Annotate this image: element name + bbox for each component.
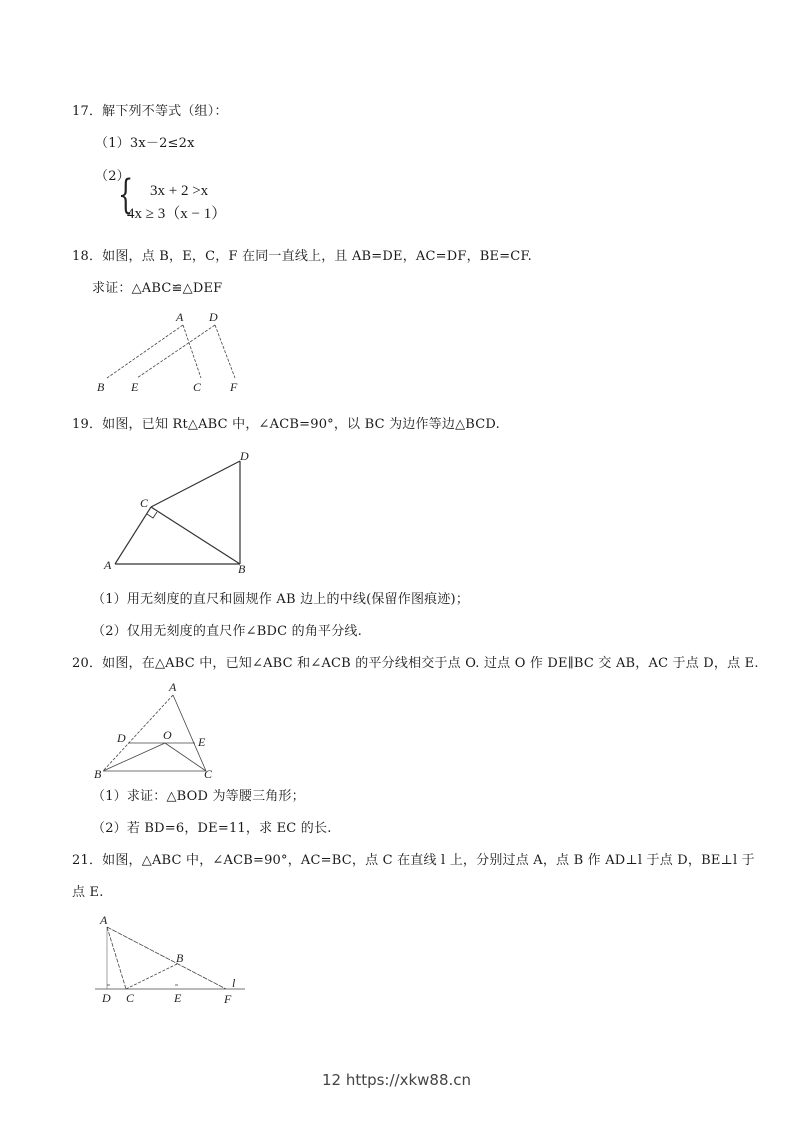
label-F: F bbox=[224, 992, 232, 1006]
label-A: A bbox=[104, 558, 112, 572]
q18-stem: 18．如图，点 B，E，C，F 在同一直线上，且 AB=DE，AC=DF，BE=CF. bbox=[72, 249, 532, 264]
q19-part2: （2）仅用无刻度的直尺作∠BDC 的角平分线. bbox=[92, 624, 362, 639]
page-footer bbox=[0, 1071, 793, 1089]
q21-stem-line1: 21．如图，△ABC 中，∠ACB=90°，AC=BC，点 C 在直线 l 上，分别过点 A，点 B 作 AD⊥l 于点 D，BE⊥l 于 bbox=[72, 853, 755, 868]
q18-figure bbox=[85, 305, 255, 400]
label-E: E bbox=[131, 380, 139, 394]
label-C: C bbox=[140, 496, 149, 510]
q17-system-eq2: 4x ≥ 3（x − 1） bbox=[127, 206, 227, 222]
label-D: D bbox=[117, 731, 126, 745]
label-B: B bbox=[97, 380, 105, 394]
q17-part1: （1）3x－2≤2x bbox=[95, 136, 195, 151]
label-C: C bbox=[204, 767, 213, 781]
q21-stem-line2: 点 E. bbox=[72, 885, 104, 900]
label-C: C bbox=[126, 991, 135, 1005]
q20-stem: 20．如图，在△ABC 中，已知∠ABC 和∠ACB 的平分线相交于点 O. 过点 O 作 DE∥BC 交 AB，AC 于点 D，点 E. bbox=[72, 656, 759, 671]
q19-part1: （1）用无刻度的直尺和圆规作 AB 边上的中线(保留作图痕迹)； bbox=[92, 592, 470, 607]
q20-part1: （1）求证：△BOD 为等腰三角形； bbox=[92, 789, 305, 804]
footer-url[interactable]: https://xkw88.cn bbox=[345, 1071, 472, 1089]
label-l: l bbox=[232, 976, 236, 990]
label-E: E bbox=[198, 735, 206, 749]
q17-stem: 17．解下列不等式（组）： bbox=[72, 104, 228, 119]
label-E: E bbox=[174, 991, 182, 1005]
label-A: A bbox=[176, 310, 184, 324]
page-number: 12 bbox=[321, 1071, 342, 1089]
q19-stem: 19．如图，已知 Rt△ABC 中，∠ACB=90°，以 BC 为边作等边△BCD. bbox=[72, 417, 500, 432]
label-A: A bbox=[100, 913, 108, 927]
label-D: D bbox=[209, 310, 218, 324]
q18-prove: 求证：△ABC≌△DEF bbox=[92, 281, 223, 296]
label-D: D bbox=[102, 991, 111, 1005]
label-F: F bbox=[230, 380, 238, 394]
label-C: C bbox=[193, 380, 202, 394]
q19-figure bbox=[95, 445, 265, 580]
left-brace-icon: { bbox=[118, 172, 134, 218]
q17-part2-label: （2） bbox=[95, 169, 130, 184]
label-B: B bbox=[176, 951, 184, 965]
q20-figure bbox=[85, 675, 230, 785]
q20-part2: （2）若 BD=6，DE=11，求 EC 的长. bbox=[92, 821, 332, 836]
q21-figure bbox=[90, 910, 250, 1010]
label-O: O bbox=[163, 728, 172, 742]
q17-system-eq1: 3x + 2 >x bbox=[150, 183, 209, 199]
label-D: D bbox=[240, 449, 249, 463]
label-B: B bbox=[238, 562, 246, 576]
label-A: A bbox=[169, 680, 177, 694]
label-B: B bbox=[94, 767, 102, 781]
